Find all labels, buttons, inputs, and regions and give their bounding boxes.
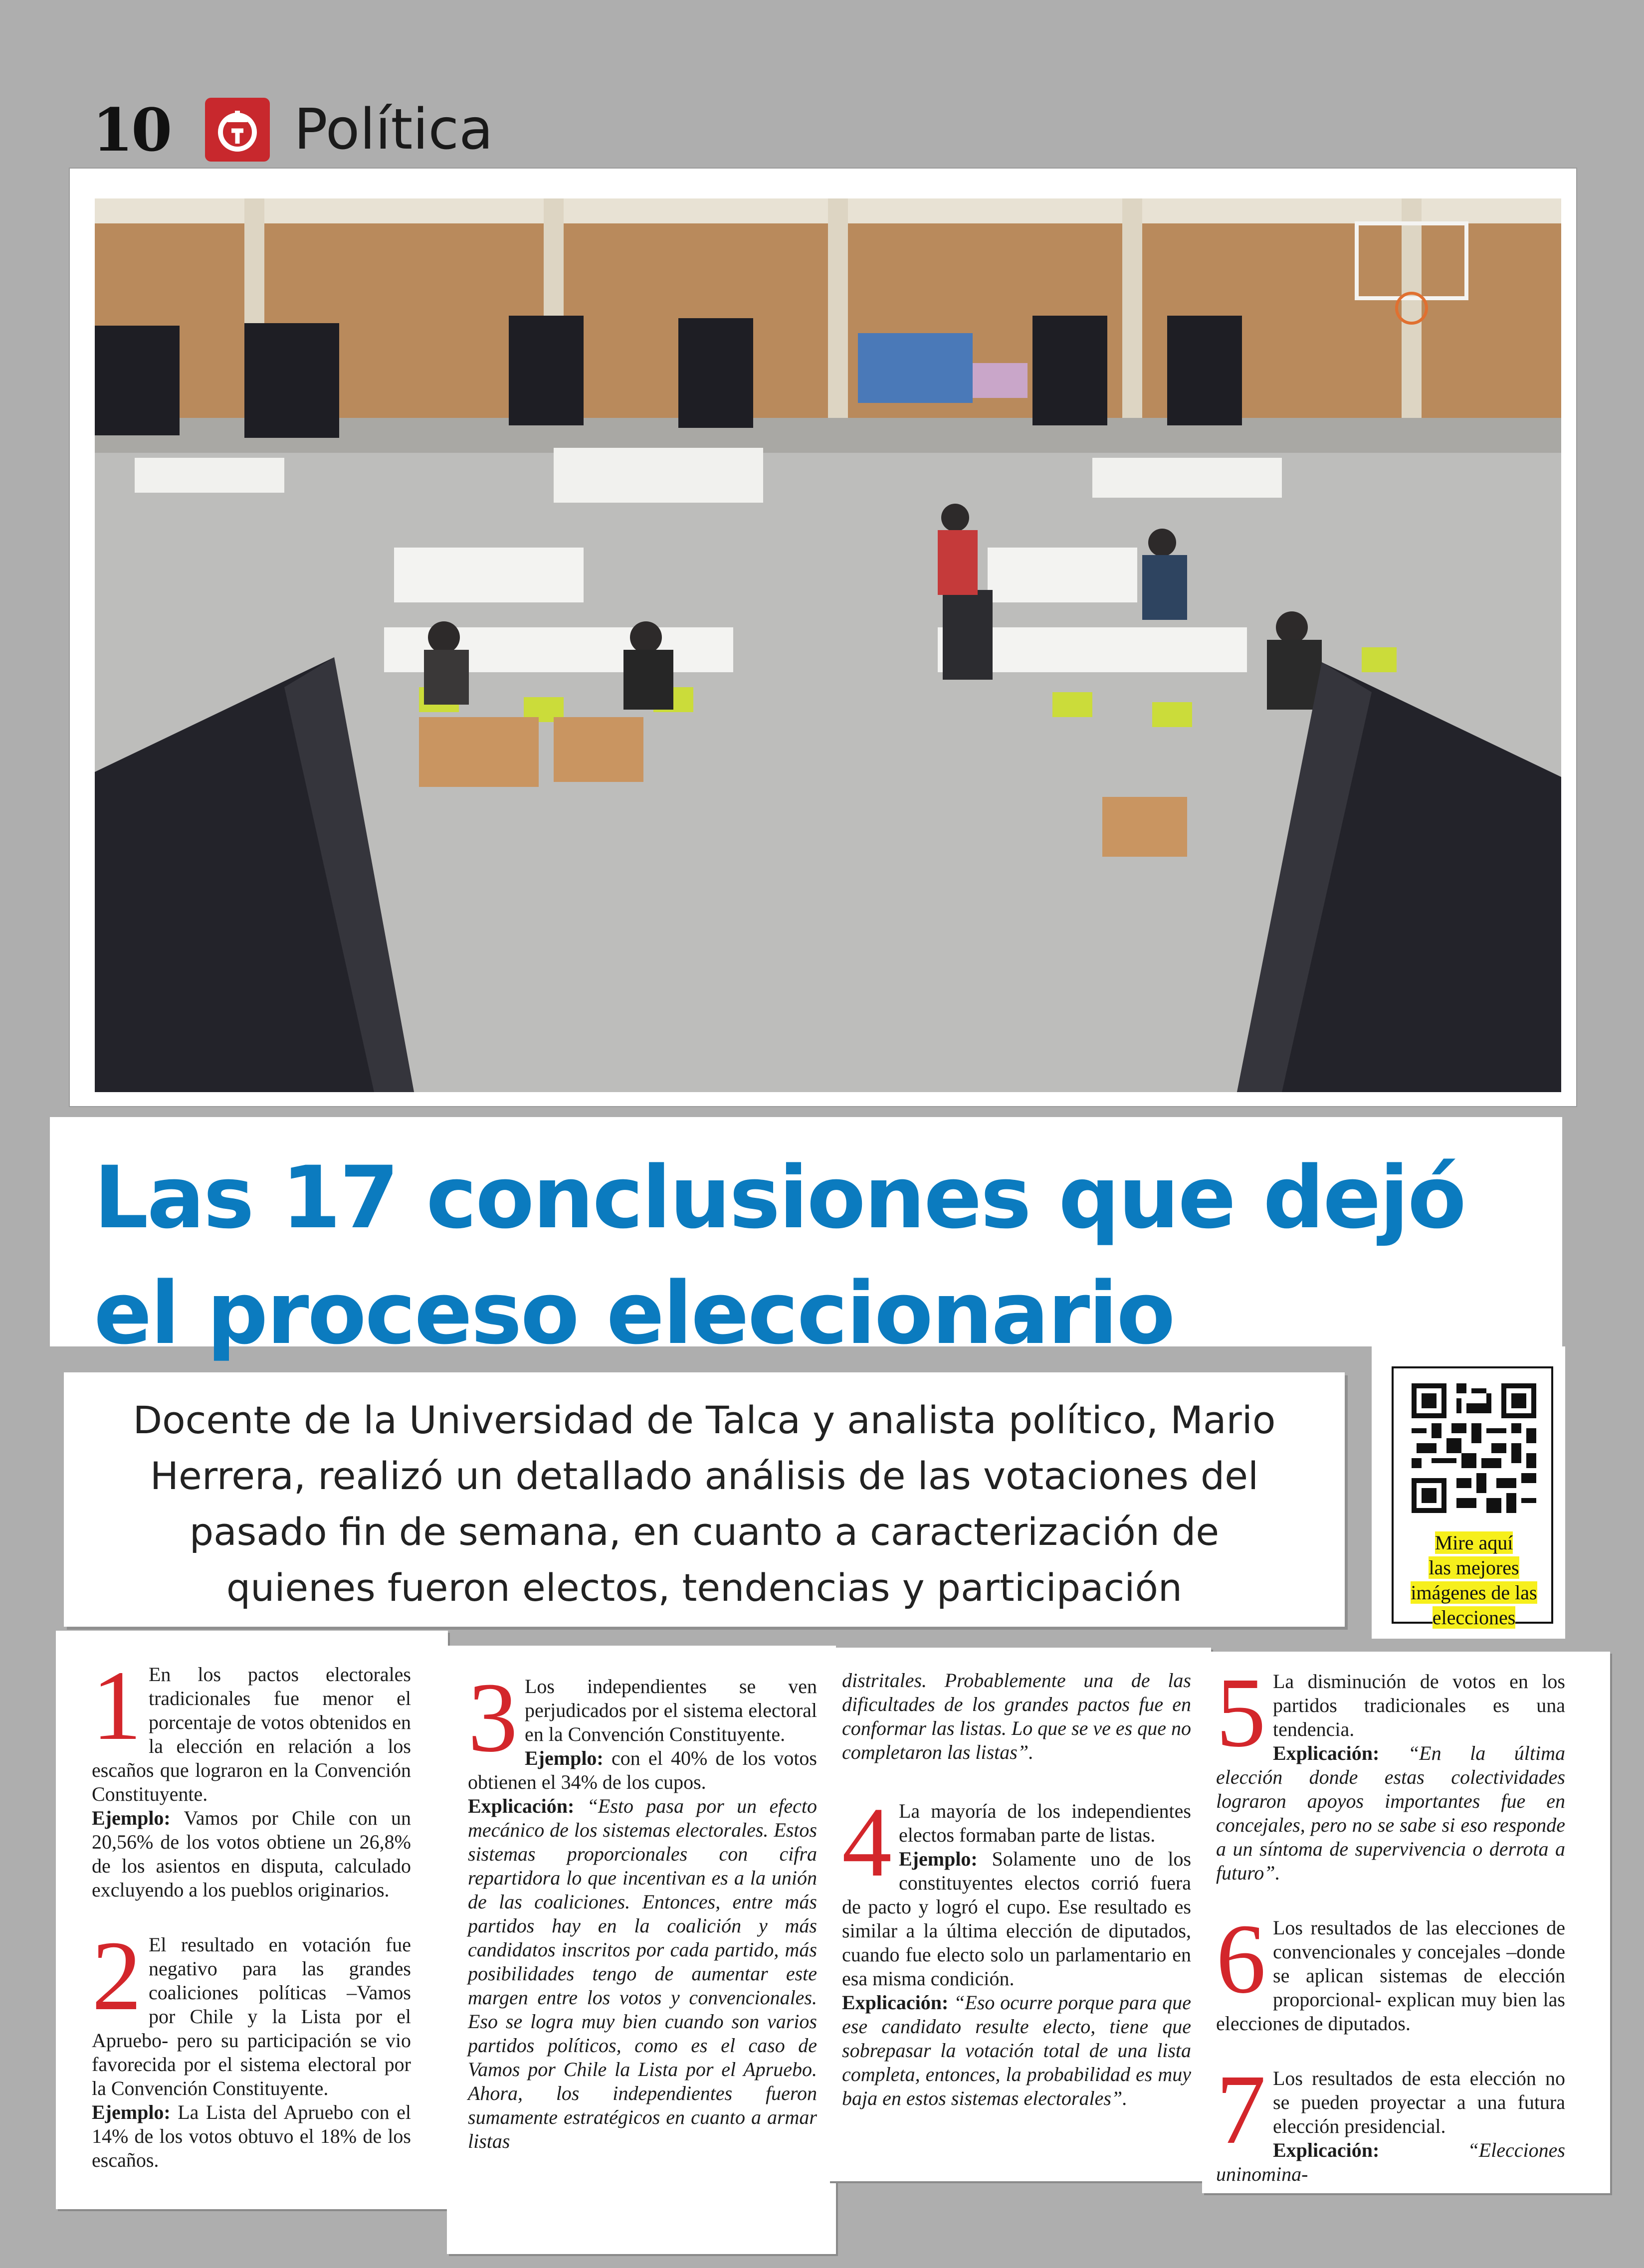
conclusion-6	[1216, 1904, 1565, 2036]
conclusion-text: En los pactos electorales tradicionales fue menor el porcentaje de votos obtenidos en la elección en relación a los escaños que lograron en la Convención Constituyente.	[92, 1663, 411, 1805]
qr-inner	[1392, 1366, 1553, 1629]
conclusion-example: Ejemplo: La Lista del Apruebo con el 14% de los votos obtuvo el 18% de los escaños.	[92, 2101, 411, 2171]
qr-caption-line-3: imágenes de las	[1411, 1581, 1537, 1604]
conclusion-number: 7	[1216, 2055, 1266, 2165]
column-1	[56, 1631, 448, 2209]
conclusion-text: Los resultados de las elecciones de convencionales y concejales –donde se aplican sistemas de elección proporcional- explican muy bien las elecciones de diputados.	[1216, 1916, 1565, 2035]
headline-line-2: el proceso eleccionario	[94, 1263, 1174, 1363]
qr-caption-line-2: las mejores	[1429, 1556, 1519, 1579]
subtitle-box	[64, 1372, 1345, 1627]
conclusion-text: El resultado en votación fue negativo para las grandes coaliciones políticas –Vamos por Chile y la Lista por el Apruebo- pero su participación se vio favorecida por el sistema electoral por la Convención Constituyente.	[92, 1933, 411, 2099]
subtitle-line-3: pasado fin de semana, en cuanto a caracterización de	[189, 1510, 1220, 1554]
conclusion-number: 1	[92, 1651, 142, 1761]
conclusion-example: Ejemplo: Solamente uno de los constituyentes electos corrió fuera de pacto y logró el cupo. Ese resultado es similar a la última elección de diputados, cuando fue electo solo un parlamentario en esa misma condición.	[842, 1848, 1192, 1990]
conclusion-example: Ejemplo: con el 40% de los votos obtienen el 34% de los cupos.	[468, 1747, 817, 1793]
headline	[94, 1140, 1465, 1371]
column-2-text	[468, 1663, 818, 2184]
conclusion-2	[92, 1921, 411, 2172]
conclusion-text: La mayoría de los independientes electos formaban parte de listas.	[899, 1800, 1191, 1846]
column-2	[447, 1646, 836, 2254]
conclusion-example: Ejemplo: Vamos por Chile con un 20,56% de los votos obtiene un 26,8% de los asientos en disputa, calculado excluyendo a los pueblos originarios.	[92, 1807, 411, 1901]
qr-code-icon[interactable]	[1412, 1383, 1536, 1513]
qr-caption-line-4: elecciones	[1432, 1606, 1516, 1629]
subtitle	[64, 1372, 1345, 1616]
subtitle-line-2: Herrera, realizó un detallado análisis de las votaciones del	[150, 1454, 1259, 1498]
headline-line-1: Las 17 conclusiones que dejó	[94, 1147, 1465, 1248]
page-header	[92, 92, 493, 167]
conclusion-3	[468, 1663, 818, 2153]
conclusion-explanation: Explicación: “Elecciones uninomina-	[1216, 2139, 1565, 2185]
page-number: 10	[92, 95, 171, 165]
voting-center-photo	[95, 198, 1561, 1092]
column-3-text	[842, 1669, 1191, 2141]
column-4	[1202, 1652, 1610, 2193]
conclusion-7	[1216, 2055, 1565, 2186]
qr-caption	[1407, 1530, 1541, 1630]
conclusion-number: 4	[842, 1787, 892, 1897]
subtitle-line-4: quienes fueron electos, tendencias y participación	[226, 1565, 1183, 1610]
conclusion-5	[1216, 1658, 1565, 1885]
qr-caption-line-1: Mire aquí	[1435, 1531, 1513, 1554]
conclusion-number: 5	[1216, 1658, 1266, 1768]
column-1-text	[92, 1651, 411, 2203]
conclusion-number: 3	[468, 1663, 518, 1773]
conclusion-3-continued: distritales. Probablemente una de las dificultades de los grandes pactos fue en conformar las listas. Lo que se ve es que no completaron las listas”.	[842, 1669, 1191, 1763]
conclusion-text: Los independientes se ven perjudicados por el sistema electoral en la Convención Constituyente.	[525, 1675, 817, 1745]
column-4-text	[1216, 1658, 1565, 2186]
column-3	[828, 1648, 1211, 2181]
conclusion-explanation: Explicación: “En la última elección donde estas colectividades lograron apoyos importantes fue en concejales, pero no se sabe si eso responde a un síntoma de supervivencia o derrota a futuro”.	[1216, 1742, 1565, 1884]
conclusion-explanation: Explicación: “Esto pasa por un efecto mecánico de los sistemas electorales. Estos sistemas proporcionales con cifra repartidora lo que incentivan es a la unión de las coaliciones. Entonces, entre más partidos hay en la coalición y más candidatos inscritos por cada partido, más posibilidades tengo de aumentar este margen entre los votos y convencionales. Eso se logra muy bien cuando son varios partidos políticos, como es el caso de Vamos por Chile la Lista por el Apruebo. Ahora, los independientes fueron sumamente estratégicos en cuanto a armar listas	[468, 1795, 818, 2152]
conclusion-explanation: Explicación: “Eso ocurre porque para que ese candidato resulte electo, tiene que sobrepasar la votación total de una lista completa, entonces, la probabilidad es muy baja en estos sistemas electorales”.	[842, 1991, 1192, 2109]
conclusion-number: 6	[1216, 1904, 1266, 2014]
conclusion-text: Los resultados de esta elección no se pueden proyectar a una futura elección presidencial.	[1273, 2067, 1565, 2137]
conclusion-number: 2	[92, 1921, 142, 2031]
photo-frame	[70, 169, 1576, 1106]
conclusion-1	[92, 1651, 411, 1902]
subtitle-line-1: Docente de la Universidad de Talca y analista político, Mario	[133, 1398, 1276, 1442]
qr-box[interactable]	[1372, 1346, 1565, 1639]
section-title: Política	[294, 97, 493, 162]
conclusion-text: La disminución de votos en los partidos tradicionales es una tendencia.	[1273, 1670, 1565, 1740]
conclusion-4	[842, 1787, 1192, 2110]
newspaper-logo-icon	[205, 98, 270, 162]
headline-box	[50, 1117, 1562, 1363]
